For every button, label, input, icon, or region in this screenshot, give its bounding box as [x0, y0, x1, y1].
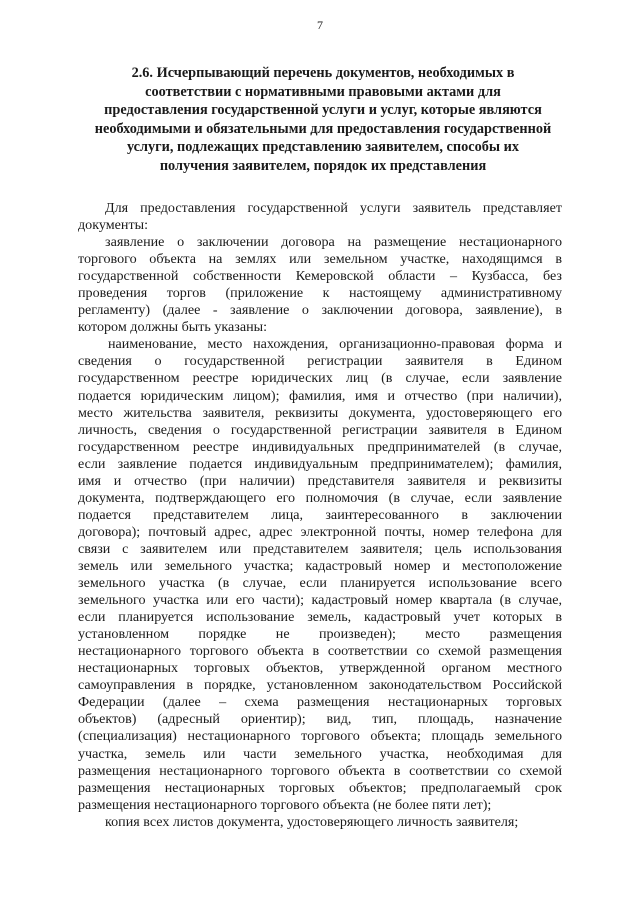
body-line: (специализация) нестационарного торгового объекта; площадь земельного [78, 728, 562, 745]
body-line: Для предоставления государственной услуги заявитель представляет [105, 200, 562, 216]
section-heading [88, 64, 558, 176]
body-line: земель или земельного участка; кадастровый номер и местоположение [78, 557, 562, 574]
body-line: участка, земель или части земельного участка, необходимая для [78, 745, 562, 762]
body-line: документа, подтверждающего его полномочия (в случае, если заявление [78, 489, 562, 506]
body-line: заявление о заключении договора на размещение нестационарного [105, 234, 562, 251]
heading-line: получения заявителем, порядок их представления [159, 157, 487, 174]
body-line: государственном реестре юридических лиц (в случае, если заявление [78, 370, 562, 387]
body-line: имя и отчество (при наличии) представителя заявителя и реквизиты [78, 472, 562, 489]
heading-line: 2.6. Исчерпывающий перечень документов, необходимых в [131, 65, 515, 81]
body-line: проведения торгов (приложение к настоящему административному [78, 285, 562, 302]
body-line: объектов) (адресный ориентир); вид, тип, площадь, назначение [78, 711, 562, 728]
body-text [78, 200, 562, 831]
body-line: договора); почтовый адрес, адрес электронной почты, номер телефона для [78, 523, 562, 540]
body-line: регламенту) (далее - заявление о заключении договора, заявление), в [78, 302, 562, 319]
body-line: размещения нестационарного торгового объекта в соответствии со схемой [78, 762, 562, 779]
body-line: если планируется использование земель, кадастровый учет которых в [78, 609, 562, 626]
body-line: размещения нестационарного торгового объекта (не более пяти лет); [78, 796, 492, 813]
body-line: нестационарных торговых объектов, утвержденной органом местного [78, 660, 562, 677]
body-line: котором должны быть указаны: [78, 319, 268, 336]
body-line: личность, сведения о государственной регистрации заявителя в Едином [78, 421, 562, 438]
heading-line: предоставления государственной услуги и услуг, которые являются [104, 102, 542, 119]
body-line: нестационарного торгового объекта в соответствии со схемой размещения [78, 643, 562, 660]
body-line: Федерации (далее – схема размещения нестационарных торговых [78, 694, 562, 711]
body-line: государственной собственности Кемеровской области – Кузбасса, без [78, 268, 562, 285]
heading-line: соответствии с нормативными правовыми актами для [145, 83, 501, 100]
body-line: сведения о государственной регистрации заявителя в Едином [78, 353, 562, 370]
body-line: связи с заявителем или представителем заявителя; цель использования [78, 540, 562, 557]
body-line: документы: [78, 217, 148, 234]
body-line: подается юридическим лицом); фамилия, имя и отчество (при наличии), [78, 387, 562, 404]
body-line: подается представителем лица, заинтересованного в заключении [78, 506, 562, 523]
page-number: 7 [317, 18, 323, 32]
heading-line: услуги, подлежащих представлению заявителем, способы их [126, 139, 520, 156]
body-line: самоуправления в порядке, установленном законодательством Российской [78, 677, 562, 694]
body-line: земельного участка (в случае, если планируется использование всего [78, 575, 562, 592]
body-line: государственном реестре индивидуальных предпринимателей (в случае, [78, 438, 562, 455]
body-line: торгового объекта на землях или земельном участке, находящимся в [78, 251, 562, 268]
body-line: копия всех листов документа, удостоверяющего личность заявителя; [105, 813, 519, 830]
heading-line: необходимыми и обязательными для предоставления государственной [94, 120, 552, 137]
body-line: земельного участка или его части); кадастровый номер квартала (в случае, [78, 592, 562, 609]
body-line: размещения нестационарных торговых объектов; предполагаемый срок [78, 779, 562, 796]
body-line: место жительства заявителя, реквизиты документа, удостоверяющего его [78, 404, 562, 421]
body-line: если заявление подается индивидуальным предпринимателем); фамилия, [78, 455, 562, 472]
body-line: установленном порядке не произведен); место размещения [78, 626, 562, 643]
body-line: наименование, место нахождения, организационно-правовая форма и [108, 336, 562, 353]
